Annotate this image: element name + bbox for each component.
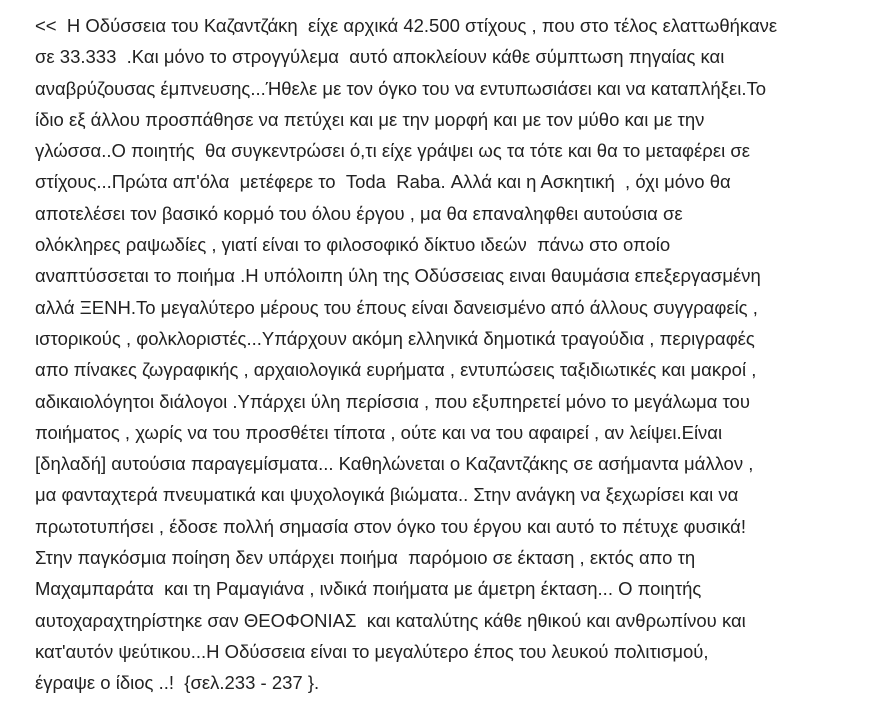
document-text [35,10,876,699]
text-line: << Η Οδύσσεια του Καζαντζάκη είχε αρχικά 42.500 στίχους , που στο τέλος ελαττωθήκανε [35,15,778,36]
text-line: έγραψε ο ίδιος ..! {σελ.233 - 237 }. [35,672,320,694]
text-line: αποτελέσει τον βασικό κορμό του όλου έργου , μα θα επαναληφθει αυτούσια σε [35,202,683,224]
text-line: Στην παγκόσμια ποίηση δεν υπάρχει ποιήμα παρόμοιο σε έκταση , εκτός απο τη [35,547,696,569]
text-line: πρωτοτυπήσει , έδοσε πολλή σημασία στον όγκο του έργου και αυτό το πέτυχε φυσικά! [35,515,746,537]
text-line: ποιήματος , χωρίς να του προσθέτει τίποτα , ούτε και να του αφαιρεί , αν λείψει.Είναι [35,421,723,443]
text-line: στίχους...Πρώτα απ'όλα μετέφερε το Toda Raba. Αλλά και η Ασκητική , όχι μόνο θα [35,171,731,193]
text-line: αναπτύσσεται το ποιήμα .Η υπόλοιπη ύλη της Οδύσσειας ειναι θαυμάσια επεξεργασμένη [35,265,761,287]
text-line: ιστορικούς , φολκλοριστές...Υπάρχουν ακόμη ελληνικά δημοτικά τραγούδια , περιγραφές [35,327,755,349]
text-line: γλώσσα..Ο ποιητής θα συγκεντρώσει ό,τι είχε γράψει ως τα τότε και θα το μεταφέρει σε [35,140,750,162]
text-line: ολόκληρες ραψωδίες , γιατί είναι το φιλοσοφικό δίκτυο ιδεών πάνω στο οποίο [35,234,671,256]
text-line: αναβρύζουσας έμπνευσης...Ήθελε με τον όγκο του να εντυπωσιάσει και να καταπλήξει.Το [35,77,767,99]
text-line: αυτοχαραχτηρίστηκε σαν ΘΕΟΦΟΝΙΑΣ και καταλύτης κάθε ηθικού και ανθρωπίνου και [35,609,746,631]
text-line: μα φανταχτερά πνευματικά και ψυχολογικά βιώματα.. Στην ανάγκη να ξεχωρίσει και να [35,484,739,506]
text-line: Μαχαμπαράτα και τη Ραμαγιάνα , ινδικά ποιήματα με άμετρη έκταση... Ο ποιητής [35,578,702,600]
text-line: απο πίνακες ζωγραφικής , αρχαιολογικά ευρήματα , εντυπώσεις ταξιδιωτικές και μακροί , [35,359,757,381]
text-line: [δηλαδή] αυτούσια παραγεμίσματα... Καθηλώνεται ο Καζαντζάκης σε ασήμαντα μάλλον , [35,453,754,475]
text-line: ίδιο εξ άλλου προσπάθησε να πετύχει και με την μορφή και με τον μύθο και με την [35,108,705,130]
text-line: αλλά ΞΕΝΗ.Το μεγαλύτερο μέρους του έπους είναι δανεισμένο από άλλους συγγραφείς , [35,296,758,318]
text-line: σε 33.333 .Και μόνο το στρογγύλεμα αυτό αποκλείουν κάθε σύμπτωση πηγαίας και [35,46,725,68]
text-line: αδικαιολόγητοι διάλογοι .Υπάρχει ύλη περίσσια , που εξυπηρετεί μόνο το μεγάλωμα του [35,390,750,412]
text-line: κατ'αυτόν ψεύτικου...Η Οδύσσεια είναι το μεγαλύτερο έπος του λευκού πολιτισμού, [35,640,709,662]
